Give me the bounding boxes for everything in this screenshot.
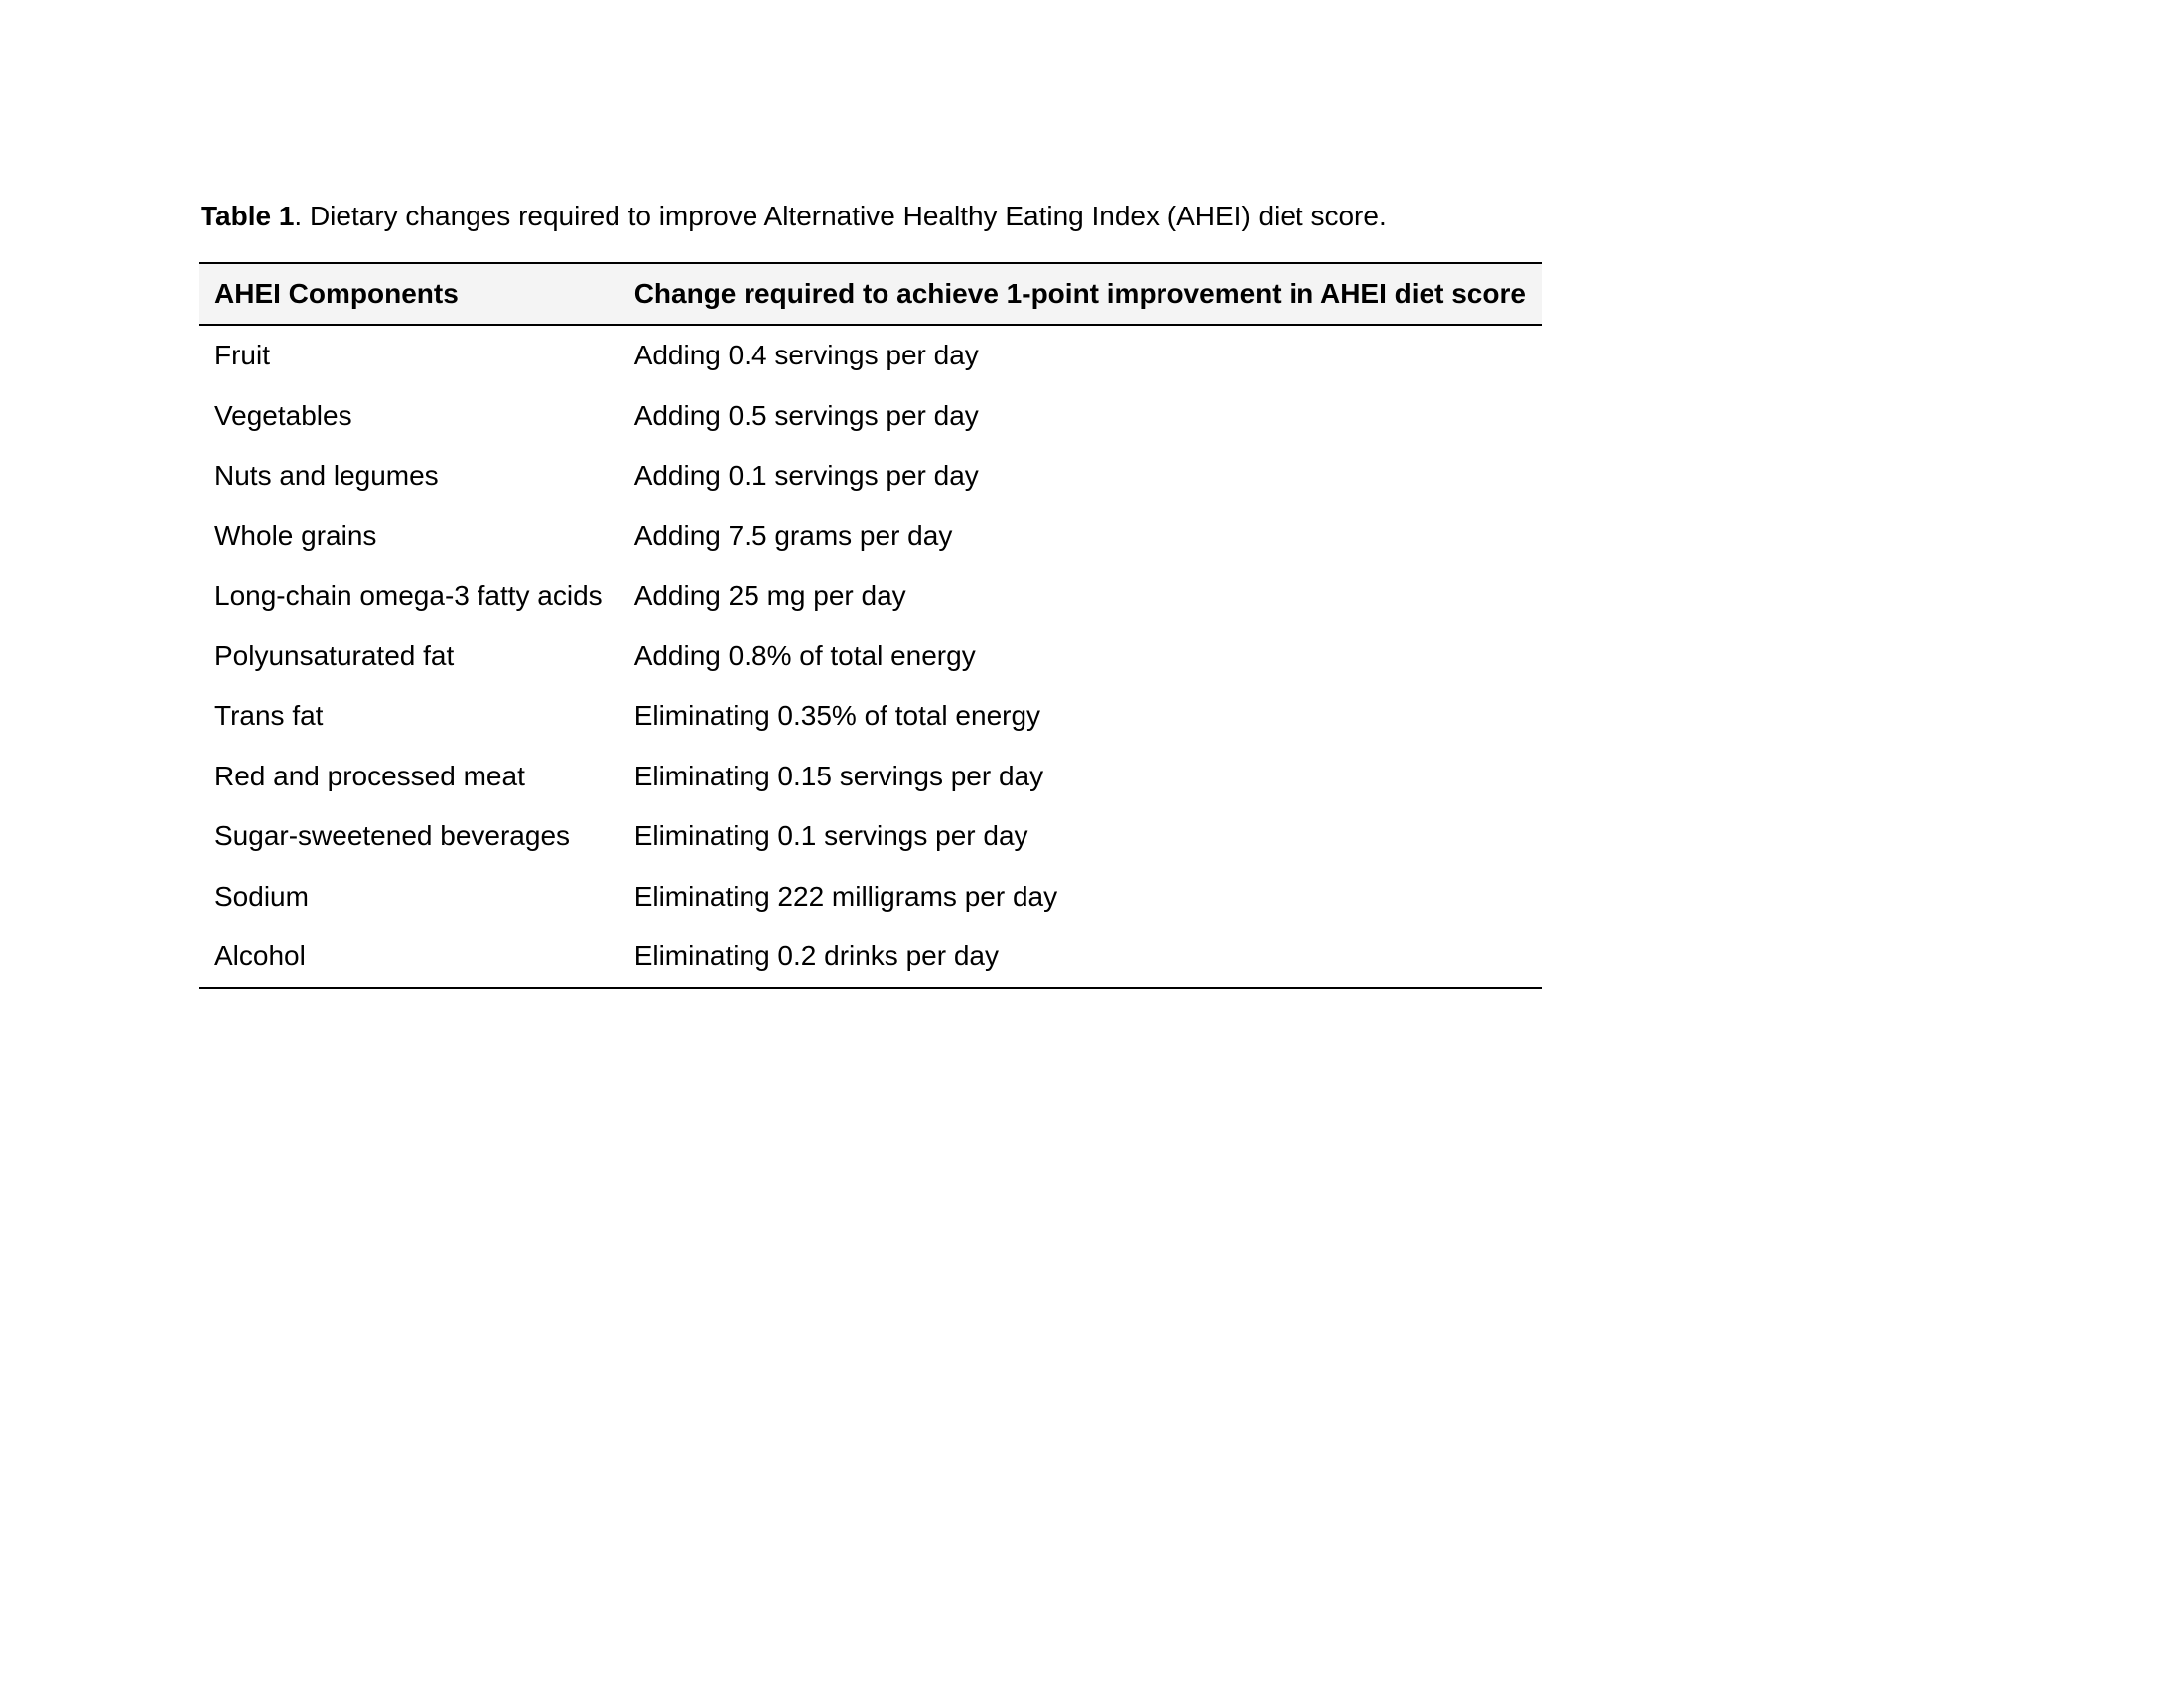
change-cell: Adding 0.1 servings per day xyxy=(633,460,979,492)
table-row xyxy=(199,386,1542,447)
component-cell: Whole grains xyxy=(214,519,377,551)
component-cell: Polyunsaturated fat xyxy=(214,639,455,671)
component-cell: Alcohol xyxy=(199,926,618,988)
change-cell: Eliminating 0.35% of total energy xyxy=(633,700,1041,732)
component-cell: Red and processed meat xyxy=(214,760,525,791)
table-row xyxy=(199,506,1542,567)
ahei-table xyxy=(199,262,1542,989)
change-cell: Eliminating 0.15 servings per day xyxy=(633,760,1044,791)
component-cell: Sodium xyxy=(214,880,309,912)
table-row xyxy=(199,806,1542,867)
component-cell: Trans fat xyxy=(214,700,324,732)
change-cell: Adding 25 mg per day xyxy=(633,580,906,612)
table-caption-label: Table 1 xyxy=(201,201,295,231)
header-ahei-components: AHEI Components xyxy=(199,263,618,325)
change-cell: Adding 0.4 servings per day xyxy=(633,340,979,371)
table-row xyxy=(199,566,1542,627)
component-cell: Fruit xyxy=(214,340,270,371)
table-row xyxy=(199,627,1542,687)
change-cell: Eliminating 0.1 servings per day xyxy=(633,820,1028,852)
table-header-row xyxy=(199,263,1542,325)
table-caption-text: . Dietary changes required to improve Alternative Healthy Eating Index (AHEI) diet score. xyxy=(294,201,1387,231)
header-change-required: Change required to achieve 1-point improvement in AHEI diet score xyxy=(618,263,1542,325)
component-cell: Nuts and legumes xyxy=(214,460,439,492)
table-row xyxy=(199,747,1542,807)
table-caption xyxy=(201,197,1387,236)
table-row xyxy=(199,446,1542,506)
table-row xyxy=(199,867,1542,927)
table-body xyxy=(199,325,1542,988)
change-cell: Adding 7.5 grams per day xyxy=(633,519,953,551)
change-cell: Adding 0.5 servings per day xyxy=(633,399,979,431)
component-cell: Long-chain omega-3 fatty acids xyxy=(214,580,603,612)
change-cell: Eliminating 0.2 drinks per day xyxy=(618,926,1542,988)
change-cell: Eliminating 222 milligrams per day xyxy=(633,880,1058,912)
component-cell: Sugar-sweetened beverages xyxy=(214,820,571,852)
table-row xyxy=(199,926,1542,988)
table-row xyxy=(199,686,1542,747)
table-header xyxy=(199,263,1542,325)
change-cell: Adding 0.8% of total energy xyxy=(633,639,976,671)
table-row xyxy=(199,325,1542,386)
component-cell: Vegetables xyxy=(214,399,352,431)
